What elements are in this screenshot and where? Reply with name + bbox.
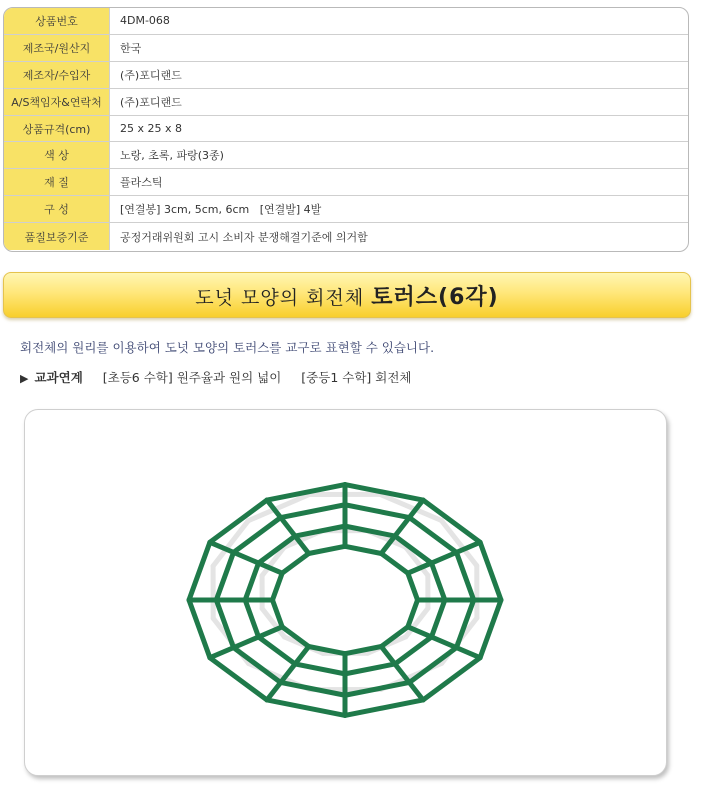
torus-green-ring: [431, 563, 444, 600]
torus-product-image: [25, 410, 666, 775]
spec-value: (주)포디랜드: [120, 95, 182, 109]
product-image-panel: [24, 409, 667, 776]
spec-label: 색 상: [4, 142, 110, 168]
torus-green-strut: [234, 637, 259, 648]
torus-green-strut: [381, 646, 395, 663]
spec-label: 상품규격(cm): [4, 116, 110, 142]
spec-value: 25 x 25 x 8: [120, 122, 182, 135]
spec-value: 한국: [120, 41, 142, 55]
spec-value: (주)포디랜드: [120, 68, 182, 82]
spec-value: 플라스틱: [120, 176, 163, 190]
torus-green-strut: [431, 637, 456, 648]
torus-green-ring: [272, 573, 282, 600]
spec-label: 제조국/원산지: [4, 35, 110, 61]
spec-row-manufacturer: [4, 62, 688, 89]
torus-green-strut: [295, 646, 309, 663]
torus-green-ring: [345, 505, 409, 518]
spec-row-as-contact: [4, 89, 688, 116]
torus-green-strut: [210, 648, 234, 658]
title-emphasis: 토러스: [371, 284, 439, 310]
title-main: 도넛 모양의 회전체: [195, 286, 372, 309]
torus-green-ring: [189, 542, 210, 600]
torus-green-ring: [234, 648, 281, 683]
torus-green-strut: [431, 552, 456, 563]
spec-label: A/S책임자&연락처: [4, 89, 110, 115]
curriculum-item-elementary: [초등6 수학] 원주율과 원의 넓이: [102, 370, 282, 385]
page-title: [195, 280, 498, 311]
torus-green-ring: [234, 518, 281, 553]
torus-green-strut: [234, 552, 259, 563]
torus-green-ring: [431, 600, 444, 637]
curriculum-line: [20, 368, 411, 386]
torus-green-ring: [309, 646, 345, 653]
spec-row-color: [4, 142, 688, 169]
spec-value: [연결봉] 3cm, 5cm, 6cm [연결발] 4발: [120, 203, 322, 217]
curriculum-item-middle: [중등1 수학] 회전체: [301, 370, 412, 385]
curriculum-heading: 교과연계: [34, 370, 83, 385]
torus-green-ring: [245, 563, 258, 600]
torus-green-ring: [189, 600, 210, 658]
title-banner: [3, 272, 691, 318]
spec-row-product-no: [4, 8, 688, 35]
torus-green-strut: [395, 518, 409, 536]
torus-green-ring: [345, 700, 423, 715]
intro-text: 회전체의 원리를 이용하여 도넛 모양의 토러스를 교구로 표현할 수 있습니다.: [20, 340, 435, 355]
spec-label: 제조자/수입자: [4, 62, 110, 88]
torus-green-ring: [345, 646, 381, 653]
torus-green-ring: [245, 600, 258, 637]
torus-green-ring: [345, 546, 381, 553]
spec-label: 재 질: [4, 169, 110, 195]
torus-green-ring: [282, 554, 309, 574]
torus-green-ring: [480, 600, 501, 658]
spec-label: 상품번호: [4, 8, 110, 34]
triangle-bullet-icon: ▶: [20, 372, 29, 385]
torus-green-ring: [409, 518, 456, 553]
torus-green-strut: [456, 648, 480, 658]
torus-green-ring: [409, 648, 456, 683]
spec-row-size: [4, 116, 688, 143]
torus-green-ring: [408, 573, 418, 600]
torus-green-strut: [409, 682, 423, 699]
spec-value: 4DM-068: [120, 14, 170, 28]
torus-green-ring: [309, 546, 345, 553]
spec-label: 구 성: [4, 196, 110, 222]
spec-row-composition: [4, 196, 688, 223]
spec-row-quality: [4, 223, 688, 250]
spec-row-material: [4, 169, 688, 196]
spec-label: 품질보증기준: [4, 223, 110, 250]
spec-value: 공정거래위원회 고시 소비자 분쟁해결기준에 의거함: [120, 230, 368, 244]
torus-green-ring: [345, 664, 395, 674]
spec-value: 노랑, 초록, 파랑(3종): [120, 149, 224, 163]
torus-green-strut: [281, 518, 295, 536]
torus-green-ring: [381, 554, 408, 574]
torus-green-ring: [281, 505, 345, 518]
torus-green-ring: [267, 700, 345, 715]
torus-green-strut: [267, 682, 281, 699]
torus-green-ring: [295, 664, 345, 674]
torus-green-ring: [480, 542, 501, 600]
spec-table: [3, 7, 689, 252]
title-suffix: (6각): [438, 284, 499, 310]
spec-row-origin: [4, 35, 688, 62]
